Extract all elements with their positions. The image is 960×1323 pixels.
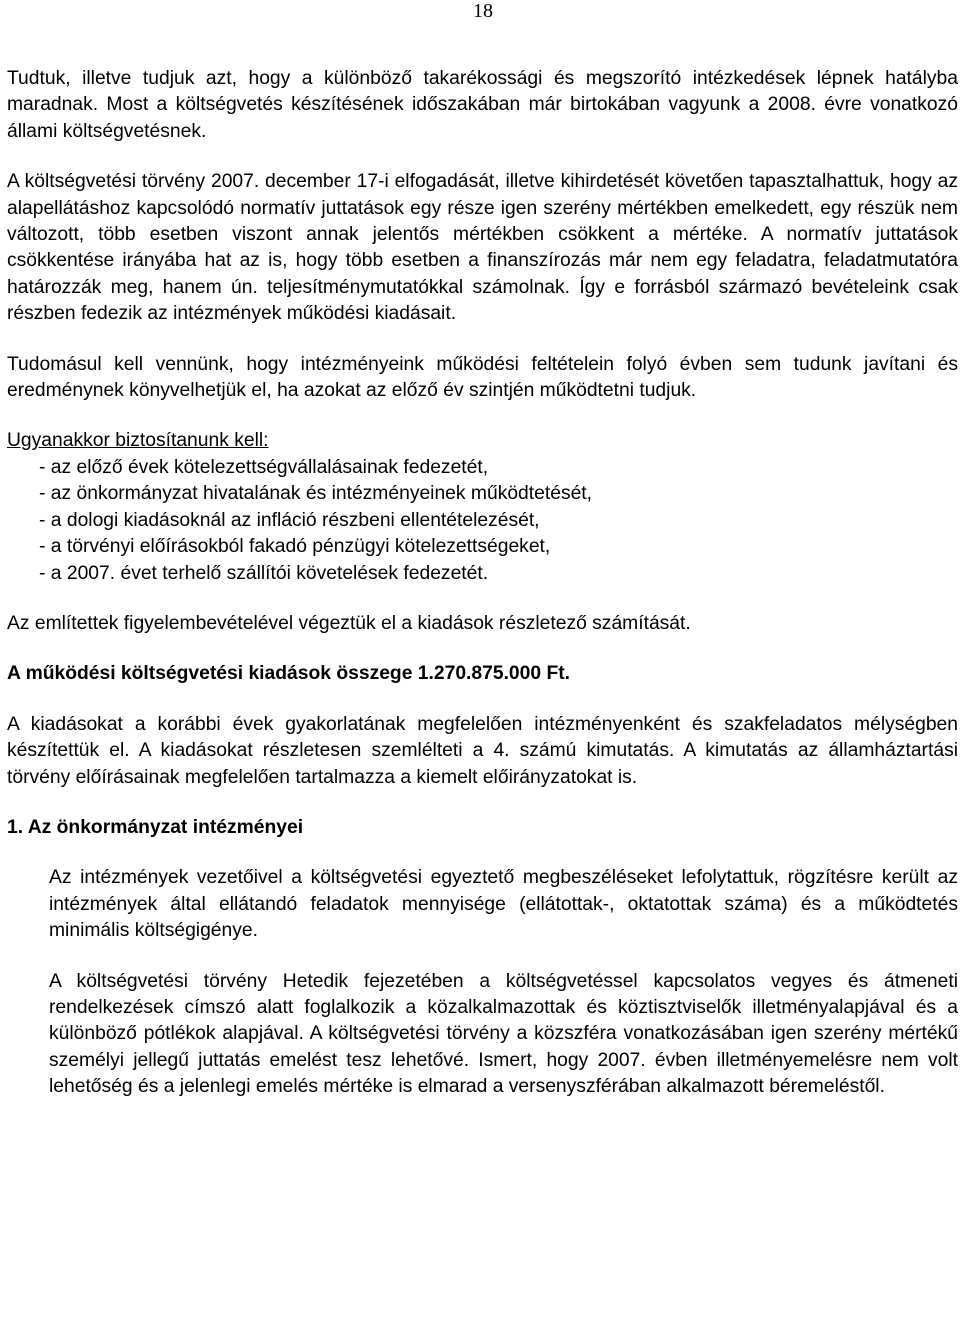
paragraph-institution-meetings: Az intézmények vezetőivel a költségvetési egyeztető megbeszéléseket lefolytattuk, rögzítésre került az intézmények által ellátandó feladatok mennyisége (ellátottak-, oktatottak száma) és a működtetés minimális költségigénye. [49,867,958,942]
paragraph-institutions-conditions: Tudomásul kell vennünk, hogy intézményeink működési feltételein folyó évben sem tudunk javítani és eredménynek könyvelhetjük el, ha azokat az előző év szintjén működtetni tudjuk. [7,353,958,402]
paragraph-austerity: Tudtuk, illetve tudjuk azt, hogy a különböző takarékossági és megszorító intézkedések lépnek hatályba maradnak. Most a költségvetés készítésének időszakában már birtokában vagyunk a 2008. évre vonatkozó állami költségvetésnek. [7,68,958,142]
paragraph-chapter-seven: A költségvetési törvény Hetedik fejezetében a költségvetéssel kapcsolatos vegyes és átmeneti rendelkezések címszó alatt foglalkozik a közalkalmazottak és köztisztviselők illetményalapjával és a különböző pótlékok alapjával. A költségvetési törvény a közszféra vonatkozásában igen szerény mértékű személyi jellegű juttatás emelést tesz lehetővé. Ismert, hogy 2007. évben illetményemelésre nem volt lehetőség és a jelenlegi emelés mértéke is elmarad a versenyszférában alkalmazott béremeléstől. [49,970,958,1098]
list-item: - a dologi kiadásoknál az infláció részbeni ellentételezését, [39,509,540,531]
document-body [7,66,958,1101]
section-title: 1. Az önkormányzat intézményei [7,816,304,838]
list-item: - az előző évek kötelezettségvállalásainak fedezetét, [39,456,489,478]
paragraph-expenditure-detail: A kiadásokat a korábbi évek gyakorlatának megfelelően intézményenként és szakfeladatos mélységben készítettük el. A kiadásokat részletesen szemlélteti a 4. számú kimutatás. A kimutatás az államháztartási törvény előírásainak megfelelően tartalmazza a kiemelt előirányzatokat is. [7,713,958,788]
ensure-list [7,455,958,587]
total-expenditure: A működési költségvetési kiadások összege 1.270.875.000 Ft. [7,663,571,685]
list-item: - a törvényi előírásokból fakadó pénzügyi kötelezettségeket, [39,536,551,558]
page-number: 18 [473,0,493,22]
paragraph-budget-law: A költségvetési törvény 2007. december 17-i elfogadását, illetve kihirdetését követően tapasztalhattuk, hogy az alapellátáshoz kapcsolódó normatív juttatások egy része igen szerény mértékben emelkedett, egy részük nem változott, több esetben viszont annak jelentős mértékben csökkent a mértéke. A normatív juttatások csökkentése irányába hat az is, hogy több esetben a finanszírozás már nem egy feladatra, feladatmutatóra határozzák meg, hanem ún. teljesítménymutatókkal számolnak. Így e forrásból származó bevételeink csak részben fedezik az intézmények működési kiadásait. [7,171,958,325]
paragraph-calculation: Az említettek figyelembevételével végeztük el a kiadások részletező számítását. [7,612,691,634]
ensure-heading: Ugyanakkor biztosítanunk kell: [7,430,269,452]
list-item: - a 2007. évet terhelő szállítói követelések fedezetét. [39,562,489,584]
list-item: - az önkormányzat hivatalának és intézményeinek működtetését, [39,483,593,505]
